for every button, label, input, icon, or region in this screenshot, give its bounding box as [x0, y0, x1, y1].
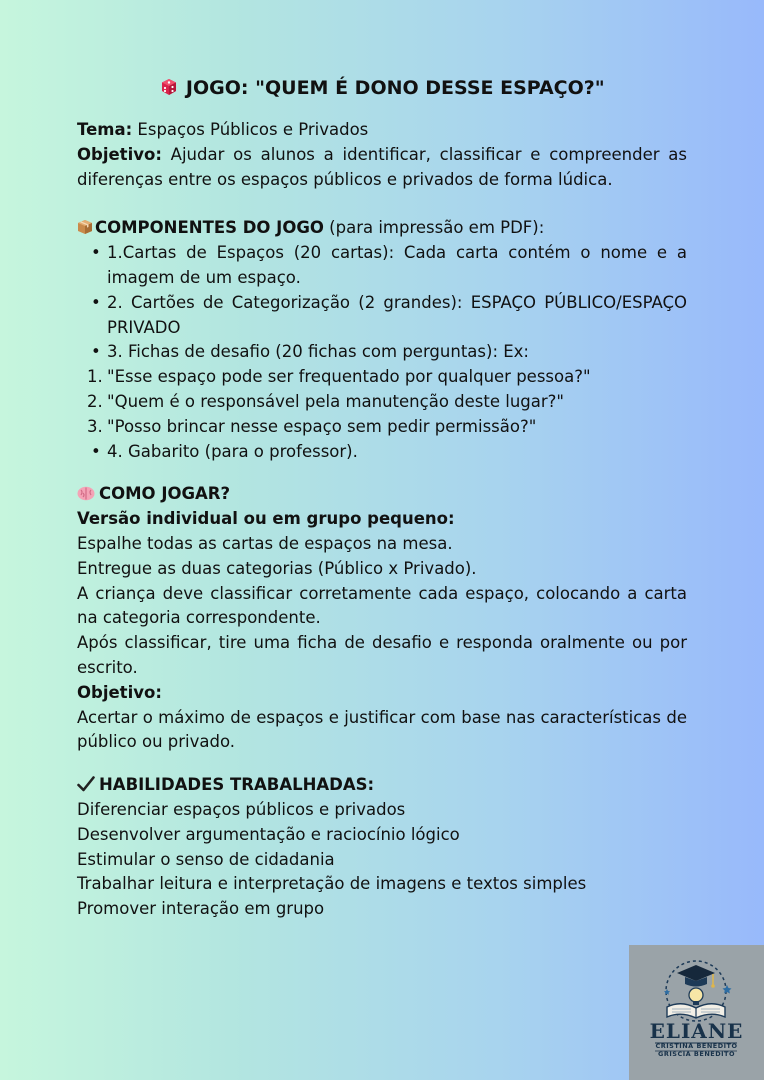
game-die-icon — [159, 74, 179, 102]
logo-name: ELIANE — [649, 1019, 744, 1043]
question-list — [77, 365, 687, 439]
step-line: Entregue as duas categorias (Público x Privado). — [77, 558, 477, 578]
list-item — [87, 390, 687, 415]
objetivo-label: Objetivo: — [77, 144, 162, 164]
list-item: • 2. Cartões de Categorização (2 grandes): ESPAÇO PÚBLICO/ESPAÇO PRIVADO — [107, 291, 687, 341]
tema-line — [77, 118, 687, 143]
question-number: 1. — [87, 367, 103, 387]
question-text: "Posso brincar nesse espaço sem pedir permissão?" — [107, 416, 537, 436]
list-item — [87, 415, 687, 440]
list-item: • 1.Cartas de Espaços (20 cartas): Cada carta contém o nome e a imagem de um espaço. — [107, 241, 687, 291]
objective-text: Acertar o máximo de espaços e justificar com base nas características de público ou privado. — [77, 707, 687, 752]
list-item — [87, 365, 687, 390]
step-line: Após classificar, tire uma ficha de desafio e responda oralmente ou por escrito. — [77, 633, 687, 677]
step-line: A criança deve classificar corretamente cada espaço, colocando a carta na categoria correspondente. — [77, 583, 687, 628]
objetivo-value: Ajudar os alunos a identificar, classificar e compreender as diferenças entre os espaços públicos e privados de forma lúdica. — [77, 144, 687, 189]
skill-line: Diferenciar espaços públicos e privados — [77, 799, 406, 819]
logo-subtitle-2: GRISCIA BENEDITO — [658, 1050, 735, 1058]
objetivo-paragraph — [77, 143, 687, 193]
book-graduation-cap-icon — [629, 945, 764, 1080]
components-heading-text: COMPONENTES DO JOGO — [95, 218, 324, 238]
components-list — [77, 241, 687, 365]
list-item: • 3. Fichas de desafio (20 fichas com perguntas): Ex: — [107, 340, 687, 365]
spacer — [77, 464, 687, 482]
game-title — [77, 74, 687, 102]
skill-line: Promover interação em grupo — [77, 899, 325, 919]
version-heading: Versão individual ou em grupo pequeno: — [77, 509, 455, 529]
game-title-text: JOGO: "QUEM É DONO DESSE ESPAÇO?" — [185, 77, 605, 99]
objective-heading: Objetivo: — [77, 682, 162, 702]
logo-subtitle-1: CRISTINA BENEDITO — [655, 1042, 738, 1050]
skills-heading — [77, 773, 687, 798]
question-text: "Esse espaço pode ser frequentado por qualquer pessoa?" — [107, 367, 591, 387]
check-mark-icon — [77, 773, 99, 798]
tema-value: Espaços Públicos e Privados — [132, 120, 369, 139]
tema-label: Tema: — [77, 120, 133, 139]
skill-line: Estimular o senso de cidadania — [77, 849, 335, 869]
brain-icon — [77, 482, 99, 507]
question-number: 2. — [87, 391, 103, 411]
how-to-play-heading-text: COMO JOGAR? — [99, 484, 231, 504]
components-heading — [77, 216, 687, 241]
skill-line: Trabalhar leitura e interpretação de imagens e textos simples — [77, 874, 587, 894]
question-text: "Quem é o responsável pela manutenção deste lugar?" — [107, 391, 564, 411]
spacer — [77, 755, 687, 773]
package-icon — [77, 216, 95, 241]
author-logo — [629, 945, 764, 1080]
how-to-play-heading — [77, 482, 687, 507]
skills-heading-text: HABILIDADES TRABALHADAS: — [99, 775, 375, 795]
components-heading-note: (para impressão em PDF): — [323, 218, 545, 238]
components-list-end — [77, 440, 687, 465]
question-number: 3. — [87, 416, 103, 436]
skill-line: Desenvolver argumentação e raciocínio lógico — [77, 824, 460, 844]
spacer — [77, 192, 687, 216]
document-page — [77, 74, 687, 922]
step-line: Espalhe todas as cartas de espaços na mesa. — [77, 533, 453, 553]
list-item: • 4. Gabarito (para o professor). — [107, 440, 687, 465]
